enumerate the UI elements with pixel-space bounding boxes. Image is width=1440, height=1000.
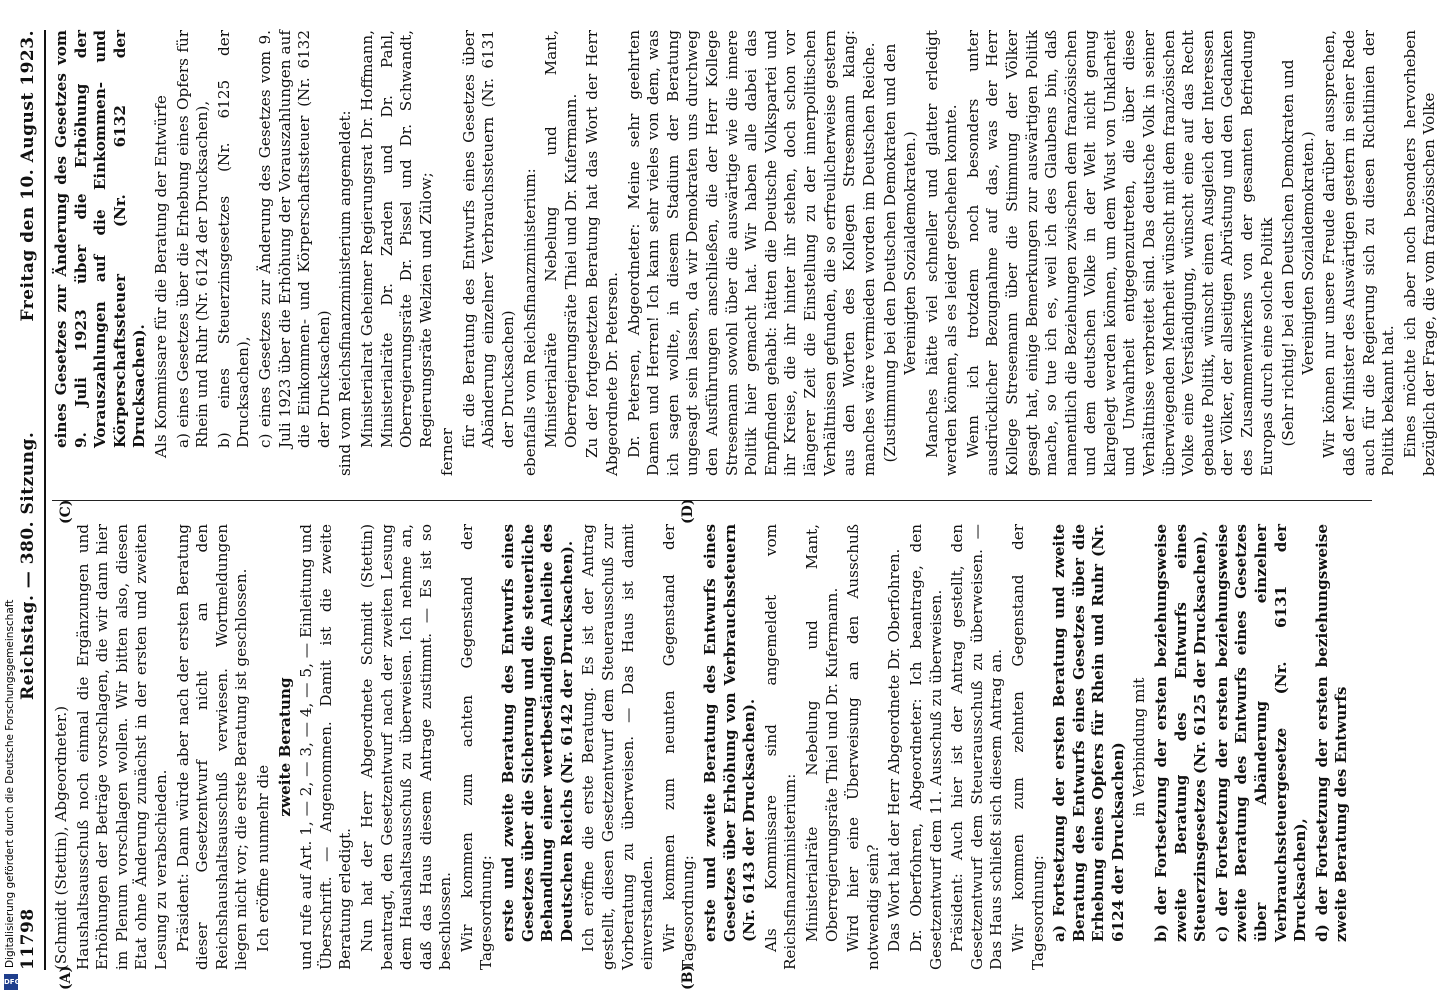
list-item: für die Beratung des Entwurfs eines Gesetzes über Abänderung einzelner Verbrauchssteuern (Nr. 6131 der Drucksachen) (459, 30, 518, 448)
paragraph: Ich eröffne die erste Beratung. Es ist der Antrag gestellt, diesen Gesetzentwurf dem Steuerausschuß zur Vorberatung zu überweisen. — Das Haus ist damit einverstanden. (579, 524, 657, 970)
paragraph: Eines möchte ich aber noch besonders hervorheben bezüglich der Frage, die vom französischen Volke (1400, 30, 1439, 476)
paragraph: und rufe auf Art. 1, — 2, — 3, — 4, — 5, — Einleitung und Überschrift. — Angenommen. Damit ist die zweite Beratung erledigt. (297, 524, 355, 970)
paragraph: (Schmidt (Stettin), Abgeordneter.) (52, 705, 70, 970)
margin-mark-d: (D) (680, 498, 696, 524)
paragraph: Zu der fortgesetzten Beratung hat das Wort der Herr Abgeordnete Dr. Petersen. (583, 30, 622, 476)
margin-mark-b: (B) (680, 964, 696, 990)
paragraph: Wir kommen zum neunten Gegenstand der Tagesordnung: (659, 524, 698, 970)
margin-mark-c: (C) (58, 499, 74, 524)
paragraph: Wir kommen zum achten Gegenstand der Tagesordnung: (457, 524, 496, 970)
paragraph: Dr. Oberfohren, Abgeordneter: Ich beantrage, den Gesetzentwurf dem 11. Ausschuß zu überweisen. (906, 524, 945, 970)
agenda-item: a) Fortsetzung der ersten Beratung und zweite Beratung des Entwurfs eines Gesetzes über die Erhebung eines Opfers für Rhein und Ruhr (Nr. 6124 der Drucksachen) (1050, 524, 1127, 942)
paragraph: Manches hätte viel schneller und glatter erledigt werden können, als es leider geschehen konnte. (922, 30, 961, 476)
section-heading: zweite Beratung (275, 677, 294, 817)
paragraph: Nun hat der Herr Abgeordnete Schmidt (Stettin) beantragt, den Gesetzentwurf nach der zweiten Lesung dem Haushaltsausschuß zu überweisen. Ich nehme an, daß das Haus diesem Antrage zustimmt. — Es ist so beschlossen. (357, 524, 455, 970)
paragraph: Als Kommissare sind angemeldet vom Reichsfinanzministerium: (761, 524, 800, 970)
column-separator (52, 500, 1372, 501)
paragraph: Dr. Petersen, Abgeordneter: Meine sehr geehrten Damen und Herren! Ich kann sehr vieles von dem, was ich sagen wollte, in diesem Stadium der Beratung ungesagt sein lassen, da wir Demokraten uns durchweg den Ausführungen anschließen, die der Herr Kollege Stresemann sowohl über die auswärtige wie die innere Politik hier gemacht hat. Wir haben alle dabei das Empfinden gehabt: hätten die Deutsche Volkspartei und ihr Kreise, die ihr hinter ihr stehen, doch schon vor längerer Zeit die Einstellung zu der innerpolitischen Verhältnissen gefunden, die so erfreulicherweise gestern aus den Worten des Kollegen Stresemann klang: manches wäre vermieden worden im Deutschen Reiche. (624, 30, 878, 476)
interjection: (Sehr richtig! bei den Deutschen Demokraten und Vereinigten Sozialdemokraten.) (1279, 59, 1317, 447)
interjection: (Zustimmung bei den Deutschen Demokraten und den Vereinigten Sozialdemokraten.) (881, 43, 919, 463)
paragraph: ferner (438, 428, 457, 476)
agenda-item: c) der Fortsetzung der ersten beziehungsweise zweite Beratung des Entwurfs eines Gesetzes über Abänderung einzelner Verbrauchssteuergesetze (Nr. 6131 der Drucksachen), (1212, 524, 1310, 942)
paragraph: sind vom Reichsfinanzministerium angemeldet: (336, 110, 355, 476)
paragraph: Das Wort hat der Herr Abgeordnete Dr. Oberfohren. (885, 548, 904, 952)
agenda-item: b) der Fortsetzung der ersten beziehungsweise zweite Beratung des Entwurfs eines Steuerzinsgesetzes (Nr. 6125 der Drucksachen), (1152, 524, 1210, 942)
margin-mark-a: (A) (58, 965, 74, 990)
paragraph: Wir kommen zum zehnten Gegenstand der Tagesordnung: (1008, 524, 1047, 970)
paragraph: Wenn ich trotzdem noch besonders unter ausdrücklicher Bezugnahme auf das, was der Herr Kollege Stresemann über die Stimmung der Völker gesagt hat, einige Bemerkungen zur auswärtigen Politik mache, so tue ich es, weil ich des Glaubens bin, daß namentlich die Beziehungen zwischen dem französischen und dem deutschen Volke in der Welt nicht genug klargelegt werden können, um dem Wust von Unklarheit und Unwahrheit entgegenzutreten, die über diese Verhältnisse verbreitet sind. Das deutsche Volk in seiner überwiegenden Mehrheit wünscht mit dem französischen Volke eine Verständigung, wünscht eine auf das Recht gebaute Politik, wünscht einen Ausgleich der Interessen der Völker, der allseitigen Abrüstung und den Gedanken des Zusammenwirkens von der gesamten Befriedung Europas durch eine solche Politik (963, 30, 1276, 476)
commissioner-list: Ministerialrat Geheimer Regierungsrat Dr. Hoffmann, Ministerialräte Dr. Zarden und Dr. Pahl, Oberregierungsräte Dr. Pissel und Dr. Schwandt, Regierungsräte Welzien und Zülow; (357, 30, 435, 448)
header-rule (44, 30, 46, 970)
paragraph: Wir können nur unsere Freude darüber aussprechen, daß der Minister des Auswärtigen gestern in seiner Rede auch für die Regierung sich zu diesen Richtlinien der Politik bekannt hat. (1320, 30, 1398, 476)
right-column (52, 30, 1439, 476)
page-number: 11798 (18, 908, 38, 970)
paragraph: Haushaltsausschuß noch einmal die Ergänzungen und Erhöhungen der Beträge vorschlagen, die wir dann hier im Plenum vorschlagen wollen. Wir bitten also, diesen Etat ohne Änderung zunächst in der ersten und zweiten Lesung zu verabschieden. (73, 524, 170, 970)
agenda-item: erste und zweite Beratung des Entwurfs eines Gesetzes über Erhöhung von Verbrauchssteuern (Nr. 6143 der Drucksachen). (701, 524, 759, 942)
header-title: Reichstag. — 380. Sitzung. (18, 431, 38, 700)
agenda-item: eines Gesetzes zur Änderung des Gesetzes vom 9. Juli 1923 über die Erhöhung der Vorauszahlungen auf die Einkommen- und Körperschaftssteuer (Nr. 6132 der Drucksachen). (52, 30, 149, 448)
paragraph: Wird hier eine Überweisung an den Ausschuß notwendig sein? (844, 524, 882, 970)
list-item: a) eines Gesetzes über die Erhebung eines Opfers für Rhein und Ruhr (Nr. 6124 der Drucksachen), (173, 30, 212, 448)
paragraph: Als Kommissare für die Beratung der Entwürfe (151, 95, 170, 458)
paragraph: Ich eröffne nunmehr die (253, 764, 272, 952)
left-column (52, 524, 1382, 970)
paragraph: in Verbindung mit (1130, 677, 1149, 817)
digitization-footer (4, 599, 21, 990)
paragraph: Präsident: Auch hier ist der Antrag gestellt, den Gesetzentwurf dem Steuerausschuß zu überweisen. — Das Haus schließt sich diesem Antrag an. (948, 524, 1006, 970)
agenda-item: d) der Fortsetzung der ersten beziehungsweise zweite Beratung des Entwurfs (1312, 524, 1351, 942)
list-item: c) eines Gesetzes zur Änderung des Gesetzes vom 9. Juli 1923 über die Erhöhung der Vorauszahlungen auf die Einkommen- und Körperschaftssteuer (Nr. 6132 der Drucksachen) (255, 30, 333, 448)
agenda-item: erste und zweite Beratung des Entwurfs eines Gesetzes über die Sicherung und die steuerliche Behandlung einer wertbeständigen Anleihe des Deutschen Reichs (Nr. 6142 der Drucksachen). (499, 524, 576, 942)
commissioner-list: Ministerialräte Nebelung und Mant, Oberregierungsräte Thiel und Dr. Kufermann. (542, 30, 580, 448)
list-item: b) eines Steuerzinsgesetzes (Nr. 6125 der Drucksachen), (214, 30, 253, 448)
footer-credit: Digitalisierung gefördert durch die Deutsche Forschungsgemeinschaft (4, 599, 16, 968)
paragraph: Präsident: Dann würde aber nach der ersten Beratung dieser Gesetzentwurf nicht an den Reichshaushaltsausschuß verwiesen. Wortmeldungen liegen nicht vor; die erste Beratung ist geschlossen. (173, 524, 251, 970)
paragraph: ebenfalls vom Reichsfinanzministerium: (520, 168, 539, 476)
header-date: Freitag den 10. August 1923. (18, 30, 38, 322)
dfg-logo-icon: DFG (4, 974, 18, 990)
running-header (14, 30, 44, 970)
commissioner-list: Ministerialräte Nebelung und Mant, Oberregierungsräte Thiel und Dr. Kufermann. (802, 524, 841, 942)
